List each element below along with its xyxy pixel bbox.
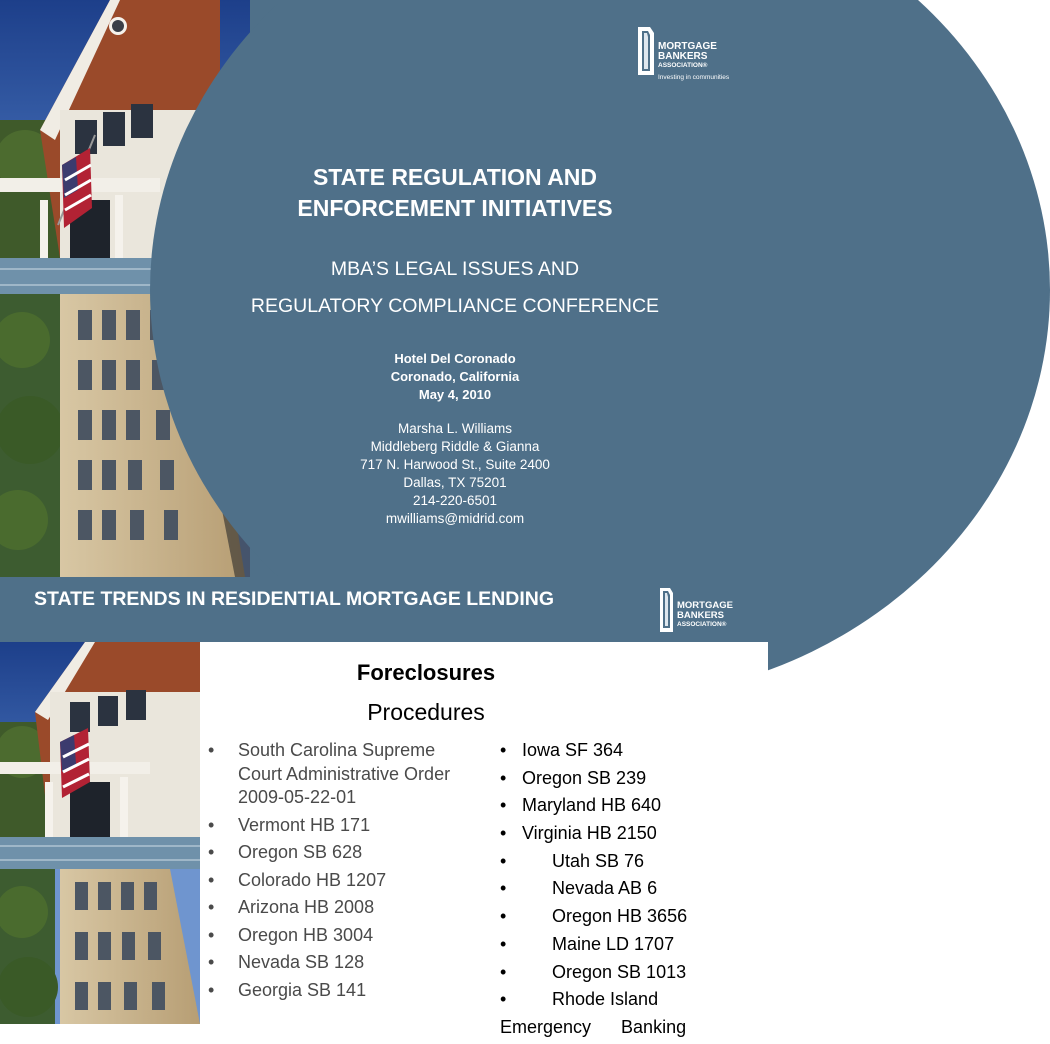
list-item: • Oregon SB 628 bbox=[208, 841, 468, 865]
section-subheading: Procedures bbox=[367, 699, 485, 725]
slide-title bbox=[160, 162, 750, 224]
list-item: • Utah SB 76 bbox=[500, 850, 645, 871]
list-item-continuation: Emergency Banking bbox=[500, 1016, 687, 1037]
list-item: • Rhode Island bbox=[500, 989, 659, 1010]
presenter-address: 717 N. Harwood St., Suite 2400 bbox=[360, 457, 550, 472]
logo-line3: ASSOCIATION® bbox=[658, 62, 708, 69]
list-item: • Arizona HB 2008 bbox=[208, 896, 468, 920]
logo-tagline: Investing in communities bbox=[658, 74, 730, 81]
list-item: • Nevada AB 6 bbox=[500, 878, 658, 899]
logo-line1: MORTGAGE bbox=[658, 41, 717, 52]
list-item: • Nevada SB 128 bbox=[208, 951, 468, 975]
presenter-contact bbox=[160, 420, 750, 528]
content-slide bbox=[0, 577, 768, 1037]
slide-banner bbox=[0, 577, 768, 642]
title-slide bbox=[0, 0, 768, 577]
event-date: May 4, 2010 bbox=[418, 387, 492, 402]
list-item: • Oregon HB 3656 bbox=[500, 906, 688, 927]
venue-name: Hotel Del Coronado bbox=[394, 351, 516, 366]
venue-location: Coronado, California bbox=[390, 369, 520, 384]
title-slide-content bbox=[160, 0, 768, 577]
venue-info bbox=[160, 350, 750, 404]
presenter-phone: 214-220-6501 bbox=[412, 493, 498, 508]
list-item: • South Carolina Supreme Court Administrative Order 2009-05-22-01 bbox=[208, 739, 468, 810]
list-item: • Oregon SB 1013 bbox=[500, 961, 687, 982]
presenter-city: Dallas, TX 75201 bbox=[403, 475, 507, 490]
mba-logo-small bbox=[658, 586, 748, 634]
section-heading: Foreclosures bbox=[356, 660, 496, 685]
list-item: • Virginia HB 2150 bbox=[500, 823, 657, 844]
list-item: • Colorado HB 1207 bbox=[208, 869, 468, 893]
bill-list-right bbox=[500, 739, 768, 1044]
logo-line2: BANKERS bbox=[658, 51, 708, 62]
presenter-name: Marsha L. Williams bbox=[397, 421, 513, 436]
list-item: • Maryland HB 640 bbox=[500, 795, 662, 816]
bill-list-left bbox=[208, 739, 468, 1006]
conference-name-line1: MBA’S LEGAL ISSUES AND bbox=[330, 258, 580, 280]
presenter-email[interactable]: mwilliams@midrid.com bbox=[385, 511, 525, 526]
list-item: • Oregon SB 239 bbox=[500, 767, 647, 788]
list-item: • Vermont HB 171 bbox=[208, 814, 468, 838]
logo-small-line3: ASSOCIATION® bbox=[677, 621, 727, 628]
list-item: • Georgia SB 141 bbox=[208, 979, 468, 1003]
presenter-firm: Middleberg Riddle & Gianna bbox=[370, 439, 540, 454]
slide-title-line2: ENFORCEMENT INITIATIVES bbox=[297, 195, 613, 221]
building-photo-small-image bbox=[0, 642, 200, 1024]
list-item: • Maine LD 1707 bbox=[500, 933, 675, 954]
logo-small-line2: BANKERS bbox=[677, 610, 724, 621]
list-item: • Iowa SF 364 bbox=[500, 740, 624, 760]
conference-name-line2: REGULATORY COMPLIANCE CONFERENCE bbox=[250, 295, 660, 317]
logo-small-line1: MORTGAGE bbox=[677, 600, 733, 611]
banner-title: STATE TRENDS IN RESIDENTIAL MORTGAGE LENDING bbox=[34, 588, 555, 610]
slide-title-line1: STATE REGULATION AND bbox=[312, 164, 598, 190]
building-photo-small bbox=[0, 642, 200, 1024]
list-item: • Oregon HB 3004 bbox=[208, 924, 468, 948]
